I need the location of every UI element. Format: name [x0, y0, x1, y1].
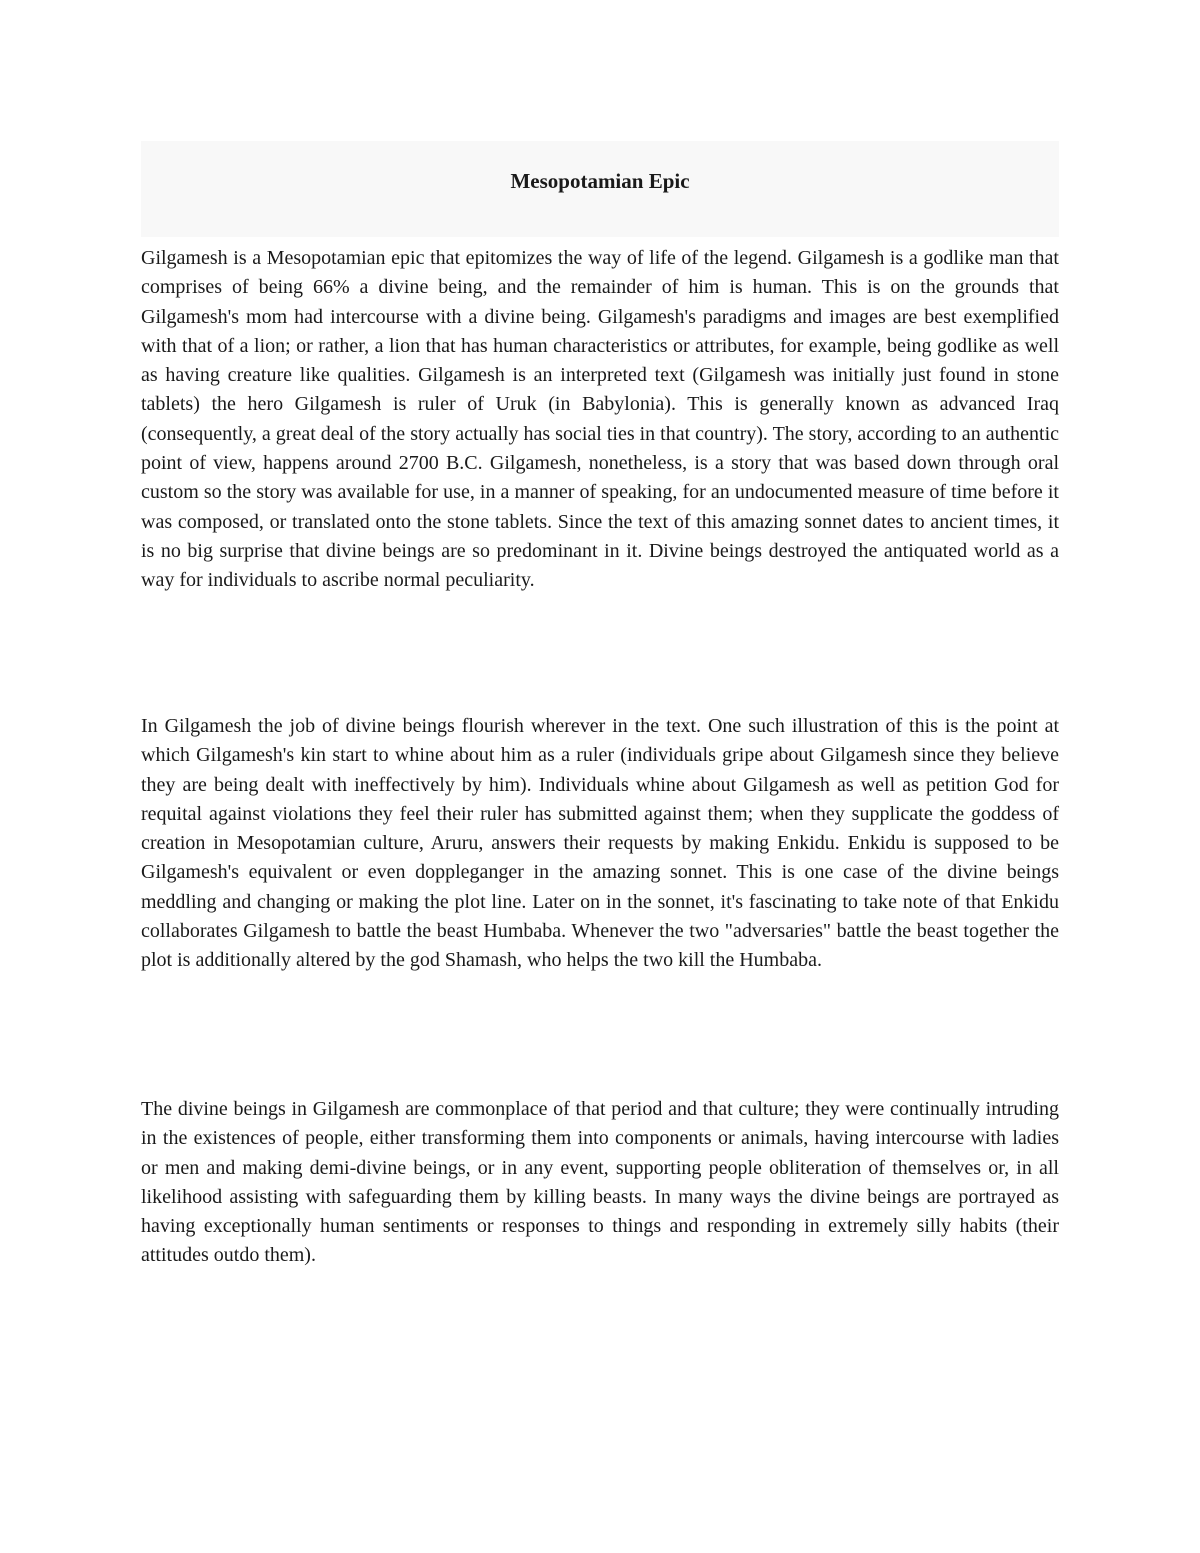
paragraph-3: The divine beings in Gilgamesh are commonplace of that period and that culture; they were continually intruding in the existences of people, either transforming them into components or animals, having intercourse with ladies or men and making demi-divine beings, or in any event, supporting people obliteration of themselves or, in all likelihood assisting with safeguarding them by killing beasts. In many ways the divine beings are portrayed as having exceptionally human sentiments or responses to things and responding in extremely silly habits (their attitudes outdo them).: [141, 1098, 1059, 1267]
paragraph-1: Gilgamesh is a Mesopotamian epic that epitomizes the way of life of the legend. Gilgamesh is a godlike man that comprises of being 66% a divine being, and the remainder of him is human. This is on the grounds that Gilgamesh's mom had intercourse with a divine being. Gilgamesh's paradigms and images are best exemplified with that of a lion; or rather, a lion that has human characteristics or attributes, for example, being godlike as well as having creature like qualities. Gilgamesh is an interpreted text (Gilgamesh was initially just found in stone tablets) the hero Gilgamesh is ruler of Uruk (in Babylonia). This is generally known as advanced Iraq (consequently, a great deal of the story actually has social ties in that country). The story, according to an authentic point of view, happens around 2700 B.C. Gilgamesh, nonetheless, is a story that was based down through oral custom so the story was available for use, in a manner of speaking, for an undocumented measure of time before it was composed, or translated onto the stone tablets. Since the text of this amazing sonnet dates to ancient times, it is no big surprise that divine beings are so predominant in it. Divine beings destroyed the antiquated world as a way for individuals to ascribe normal peculiarity.: [141, 247, 1059, 592]
document-title: Mesopotamian Epic: [510, 169, 690, 193]
paragraph-2: In Gilgamesh the job of divine beings flourish wherever in the text. One such illustration of this is the point at which Gilgamesh's kin start to whine about him as a ruler (individuals gripe about Gilgamesh since they believe they are being dealt with ineffectively by him). Individuals whine about Gilgamesh as well as petition God for requital against violations they feel their ruler has submitted against them; when they supplicate the goddess of creation in Mesopotamian culture, Aruru, answers their requests by making Enkidu. Enkidu is supposed to be Gilgamesh's equivalent or even doppleganger in the amazing sonnet. This is one case of the divine beings meddling and changing or making the plot line. Later on in the sonnet, it's fascinating to take note of that Enkidu collaborates Gilgamesh to battle the beast Humbaba. Whenever the two "adversaries" battle the beast together the plot is additionally altered by the god Shamash, who helps the two kill the Humbaba.: [141, 715, 1059, 972]
